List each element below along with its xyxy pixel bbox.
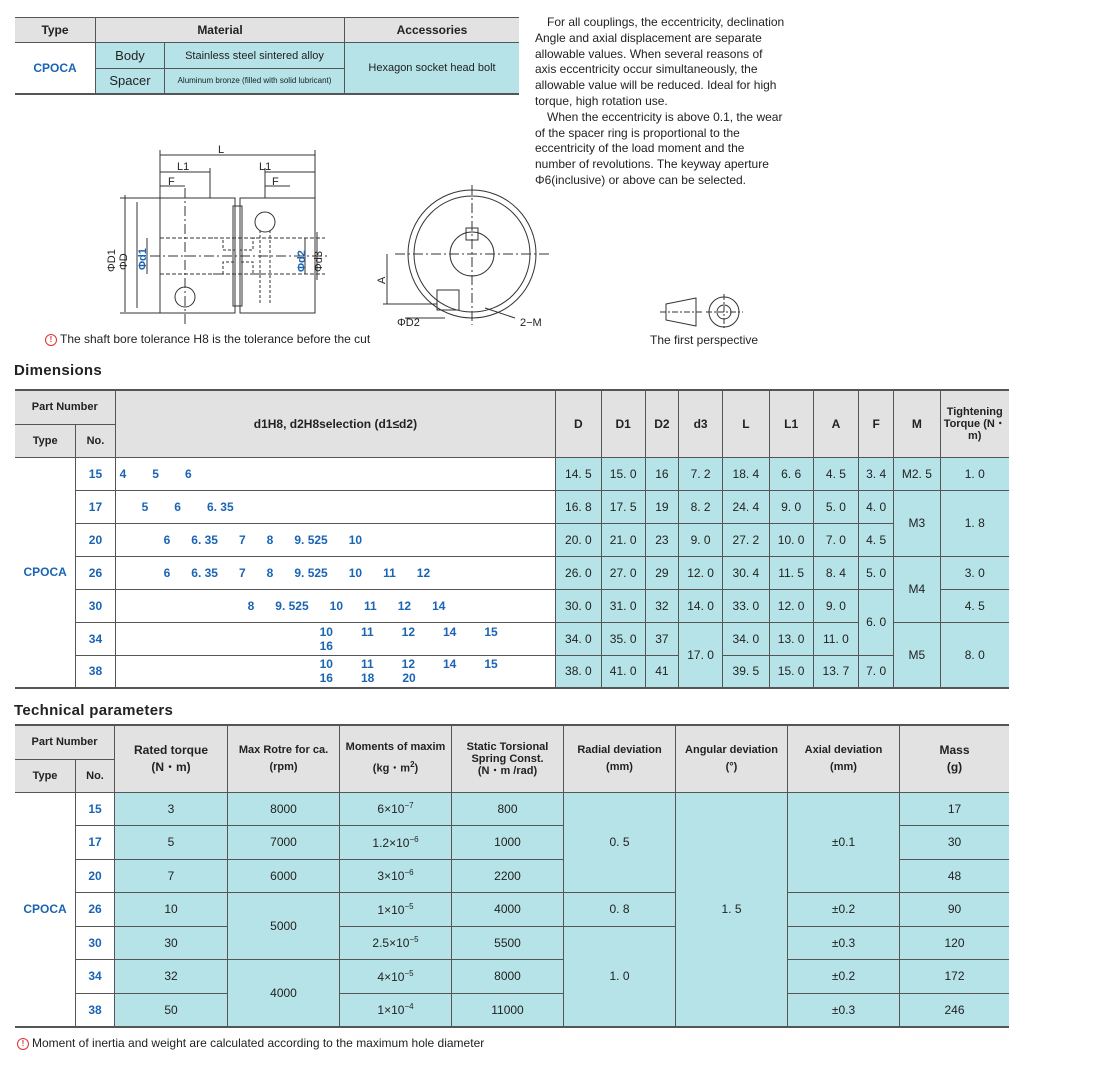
tech-rated-header (115, 725, 228, 792)
bore-size: 15 (484, 657, 498, 672)
dim-D2: 41 (645, 655, 678, 688)
bore-size: 11 (383, 565, 396, 580)
dim-torque: 8. 0 (940, 622, 1009, 688)
dim-part-no: 34 (76, 622, 115, 655)
warning-icon: ! (45, 334, 57, 346)
bore-size: 9. 525 (294, 532, 328, 547)
tech-rpm: 5000 (228, 893, 340, 960)
bore-size: 14 (432, 598, 446, 613)
moment-exponent: −7 (404, 801, 414, 811)
dim-A: 4. 5 (813, 457, 858, 490)
dim-L1-header: L1 (769, 390, 813, 457)
moment-exponent: −4 (404, 1002, 414, 1011)
tech-radial-header (564, 725, 676, 792)
tech-axial-title: Axial deviation (804, 743, 883, 756)
dim-D2: 32 (645, 589, 678, 622)
dim-D1: 41. 0 (601, 655, 645, 688)
dim-selection-header: d1H8, d2H8selection (d1≤d2) (115, 390, 556, 457)
tech-rated-title: Rated torque (133, 742, 208, 757)
tech-type-value: CPOCA (15, 792, 76, 1027)
tech-mass: 172 (900, 960, 1010, 994)
table-row (15, 960, 1009, 994)
tech-rated: 30 (115, 926, 228, 960)
table-row (15, 490, 1009, 523)
moment-exponent: −5 (404, 968, 414, 978)
moment-base: 1.2×10 (372, 835, 410, 850)
tech-radial: 0. 5 (564, 792, 676, 893)
dim-L1: 10. 0 (769, 523, 813, 556)
dim-D1: 35. 0 (601, 622, 645, 655)
dim-D2: 37 (645, 622, 678, 655)
dim-part-no: 20 (76, 523, 115, 556)
dim-part-no: 26 (76, 556, 115, 589)
dim-L: 39. 5 (723, 655, 769, 688)
label-M: 2−M (520, 317, 542, 329)
dim-part-no: 15 (76, 457, 115, 490)
tech-rpm-header (228, 725, 340, 792)
tech-spring: 8000 (452, 960, 564, 994)
dim-F: 7. 0 (859, 655, 894, 688)
tech-mass: 17 (900, 792, 1010, 826)
dim-D2-header: D2 (645, 390, 678, 457)
bore-size: 4 (119, 466, 127, 481)
tech-spring-title: Static Torsional Spring Const. (466, 740, 549, 765)
dim-L-header: L (723, 390, 769, 457)
tech-angular-unit: (°) (725, 760, 738, 773)
tech-moment-header (340, 725, 452, 792)
dim-F: 4. 0 (859, 490, 894, 523)
description-paragraph-2: When the eccentricity is above 0.1, the wear of the spacer ring is proportional to the eccentricity of the load moment and the number of revolutions. The keyway aperture Φ6(inclusive) or above can be selected. (535, 109, 783, 187)
dim-selection (115, 622, 556, 655)
dim-D1: 17. 5 (601, 490, 645, 523)
table-row (15, 589, 1009, 622)
bore-size: 12 (401, 624, 415, 639)
spacer-label: Spacer (96, 69, 165, 94)
bore-size: 11 (360, 624, 374, 639)
tech-moment-unit (340, 756, 451, 778)
material-table (15, 17, 519, 95)
tech-rpm: 6000 (228, 859, 340, 893)
moment-base: 1×10 (377, 902, 405, 917)
tech-radial: 0. 8 (564, 893, 676, 927)
tech-radial-unit: (mm) (606, 760, 633, 773)
dim-F: 5. 0 (859, 556, 894, 589)
bore-size: 5 (141, 499, 149, 514)
bore-size: 8 (266, 532, 274, 547)
dim-A: 7. 0 (813, 523, 858, 556)
dim-L: 30. 4 (723, 556, 769, 589)
dim-torque-header: Tightening Torque (N・m) (940, 390, 1009, 457)
tech-part-no: 17 (76, 826, 115, 860)
dim-selection (115, 490, 556, 523)
dim-D1-header: D1 (601, 390, 645, 457)
dim-D: 34. 0 (556, 622, 601, 655)
tech-spring: 4000 (452, 893, 564, 927)
moment-base: 2.5×10 (372, 936, 410, 951)
tech-mass: 90 (900, 893, 1010, 927)
dim-L1: 15. 0 (769, 655, 813, 688)
bore-size: 18 (360, 671, 375, 686)
dim-part-no: 17 (76, 490, 115, 523)
label-D2: ΦD2 (397, 317, 420, 329)
tech-mass-unit: (g) (946, 759, 963, 774)
tech-moment (340, 859, 452, 893)
dim-d3: 14. 0 (678, 589, 722, 622)
tech-moment (340, 826, 452, 860)
tech-spring: 11000 (452, 993, 564, 1027)
dim-D: 26. 0 (556, 556, 601, 589)
dim-part-number-header: Part Number (15, 390, 115, 424)
tech-angular: 1. 5 (676, 792, 788, 1027)
material-type-value: CPOCA (15, 43, 96, 94)
dim-M: M5 (894, 622, 940, 688)
bore-size: 5 (152, 466, 159, 481)
tech-part-number-header: Part Number (15, 725, 115, 759)
dim-L1: 13. 0 (769, 622, 813, 655)
moment-exponent: −5 (409, 935, 419, 945)
dim-A: 5. 0 (813, 490, 858, 523)
first-perspective-symbol (660, 292, 745, 332)
bore-size: 12 (397, 598, 412, 613)
technical-title: Technical parameters (14, 702, 174, 719)
table-row (15, 893, 1009, 927)
tech-angular-title: Angular deviation (685, 743, 778, 756)
dim-A: 13. 7 (813, 655, 858, 688)
tech-rated: 3 (115, 792, 228, 826)
bore-size: 12 (416, 565, 431, 580)
dim-D2: 19 (645, 490, 678, 523)
bore-size: 6 (174, 499, 181, 514)
table-row (15, 457, 1009, 490)
table-row (15, 993, 1009, 1027)
table-row (15, 655, 1009, 688)
tech-rated: 10 (115, 893, 228, 927)
tech-spring-unit: (N・m /rad) (477, 764, 538, 777)
dim-selection (115, 655, 556, 688)
bore-size: 10 (319, 657, 333, 672)
dim-selection (115, 523, 556, 556)
body-material: Stainless steel sintered alloy (165, 43, 345, 69)
tech-moment-unit-close: ) (414, 763, 419, 776)
dimensions-title: Dimensions (14, 362, 103, 379)
tech-axial: ±0.2 (788, 960, 900, 994)
dim-d3-header: d3 (678, 390, 722, 457)
tech-part-no: 20 (76, 859, 115, 893)
dim-A-header: A (813, 390, 858, 457)
dim-torque: 1. 0 (940, 457, 1009, 490)
bore-size: 10 (329, 598, 344, 613)
dim-L1: 9. 0 (769, 490, 813, 523)
bottom-note-text: Moment of inertia and weight are calculated according to the maximum hole diameter (32, 1036, 485, 1050)
tech-axial: ±0.2 (788, 893, 900, 927)
dim-d3: 8. 2 (678, 490, 722, 523)
tech-rpm-unit: (rpm) (269, 760, 298, 773)
bore-size: 11 (364, 598, 377, 613)
dim-type-header: Type (15, 424, 76, 457)
bore-size: 10 (319, 624, 333, 639)
tech-moment (340, 993, 452, 1027)
tech-moment (340, 792, 452, 826)
tech-mass: 246 (900, 993, 1010, 1027)
bore-size: 10 (348, 532, 363, 547)
table-row (15, 523, 1009, 556)
description (535, 15, 785, 189)
material-header: Material (96, 18, 345, 43)
tech-rated: 50 (115, 993, 228, 1027)
bore-size: 15 (484, 624, 498, 639)
tech-radial: 1. 0 (564, 926, 676, 1027)
tech-axial-header (788, 725, 900, 792)
dim-F: 4. 5 (859, 523, 894, 556)
tech-spring: 2200 (452, 859, 564, 893)
tech-mass: 48 (900, 859, 1010, 893)
tech-rpm-title: Max Rotre for ca. (238, 743, 329, 756)
moment-base: 1×10 (377, 1003, 405, 1017)
bore-size: 6. 35 (191, 532, 218, 547)
moment-exponent: −5 (404, 901, 414, 911)
dim-D: 14. 5 (556, 457, 601, 490)
tech-mass: 120 (900, 926, 1010, 960)
tech-moment-title: Moments of maxim (345, 741, 446, 754)
bore-size: 7 (238, 565, 246, 580)
description-paragraph-1: For all couplings, the eccentricity, declination Angle and axial displacement are separate allowable values. When several reasons of axis eccentricity occur simultaneously, the allowable value will be reduced. Ideal for high torque, high rotation use. (535, 15, 785, 108)
warning-icon: ! (17, 1038, 29, 1050)
dim-D1: 15. 0 (601, 457, 645, 490)
perspective-label: The first perspective (650, 333, 759, 347)
label-A: A (376, 276, 388, 284)
tech-rated: 7 (115, 859, 228, 893)
dim-A: 11. 0 (813, 622, 858, 655)
dim-A: 8. 4 (813, 556, 858, 589)
dim-A: 9. 0 (813, 589, 858, 622)
dim-L1: 11. 5 (769, 556, 813, 589)
accessories-header: Accessories (345, 18, 520, 43)
dim-M: M4 (894, 556, 940, 622)
bore-size: 16 (319, 671, 333, 686)
dim-L: 34. 0 (723, 622, 769, 655)
dim-d3: 7. 2 (678, 457, 722, 490)
tech-moment-unit-exp: 2 (410, 760, 415, 770)
dim-M-header: M (894, 390, 940, 457)
tech-rated: 32 (115, 960, 228, 994)
tech-part-no: 30 (76, 926, 115, 960)
dim-L1: 6. 6 (769, 457, 813, 490)
tech-axial-unit: (mm) (830, 760, 857, 773)
dim-M: M2. 5 (894, 457, 940, 490)
dim-F-header: F (859, 390, 894, 457)
bore-size: 16 (319, 638, 333, 653)
dim-F: 3. 4 (859, 457, 894, 490)
bore-size: 9. 525 (294, 565, 328, 580)
tech-rpm: 4000 (228, 960, 340, 1027)
tech-radial-title: Radial deviation (577, 743, 662, 756)
moment-base: 3×10 (377, 869, 405, 884)
bore-size: 8 (247, 598, 255, 613)
bore-size: 11 (360, 657, 374, 672)
accessory-value: Hexagon socket head bolt (345, 43, 520, 94)
dim-d3: 12. 0 (678, 556, 722, 589)
dim-D1: 27. 0 (601, 556, 645, 589)
dimensions-table (15, 389, 1009, 689)
dim-part-no: 38 (76, 655, 115, 688)
tech-rpm: 8000 (228, 792, 340, 826)
bore-size: 10 (348, 565, 363, 580)
tech-no-header: No. (76, 759, 115, 792)
dim-torque: 1. 8 (940, 490, 1009, 556)
tech-mass-title: Mass (939, 742, 970, 757)
dim-d3: 17. 0 (678, 622, 722, 688)
table-row (15, 926, 1009, 960)
bore-note (45, 332, 370, 346)
dim-D: 16. 8 (556, 490, 601, 523)
label-d1: Φd1 (137, 248, 149, 270)
tech-type-header: Type (15, 759, 76, 792)
tech-moment (340, 893, 452, 927)
dim-D2: 23 (645, 523, 678, 556)
dim-D1: 21. 0 (601, 523, 645, 556)
tech-angular-header (676, 725, 788, 792)
tech-mass: 30 (900, 826, 1010, 860)
table-row (15, 556, 1009, 589)
dim-L: 33. 0 (723, 589, 769, 622)
dim-no-header: No. (76, 424, 115, 457)
label-L: L (218, 144, 225, 156)
bore-size: 20 (402, 671, 416, 686)
tech-spring: 5500 (452, 926, 564, 960)
coupling-end-drawing (375, 180, 560, 330)
tech-part-no: 34 (76, 960, 115, 994)
dim-D-header: D (556, 390, 601, 457)
dim-torque: 3. 0 (940, 556, 1009, 589)
bore-size: 6 (163, 532, 171, 547)
dim-L: 24. 4 (723, 490, 769, 523)
dim-F: 6. 0 (859, 589, 894, 655)
tech-spring: 1000 (452, 826, 564, 860)
dim-M: M3 (894, 490, 940, 556)
tech-axial: ±0.3 (788, 926, 900, 960)
bore-size: 6 (163, 565, 171, 580)
tech-axial: ±0.3 (788, 993, 900, 1027)
dim-selection (115, 589, 556, 622)
bore-size: 8 (266, 565, 274, 580)
body-label: Body (96, 43, 165, 69)
spacer-material: Aluminum bronze (filled with solid lubricant) (165, 69, 345, 94)
bore-size: 7 (238, 532, 246, 547)
label-D: ΦD (118, 253, 130, 270)
dim-D: 38. 0 (556, 655, 601, 688)
dim-L: 18. 4 (723, 457, 769, 490)
tech-rated: 5 (115, 826, 228, 860)
dim-D1: 31. 0 (601, 589, 645, 622)
dim-torque: 4. 5 (940, 589, 1009, 622)
label-d3: Φd3 (313, 250, 325, 272)
dim-selection (115, 457, 556, 490)
dim-L: 27. 2 (723, 523, 769, 556)
tech-part-no: 38 (76, 993, 115, 1027)
moment-base: 4×10 (377, 969, 405, 984)
dim-L1: 12. 0 (769, 589, 813, 622)
dim-part-no: 30 (76, 589, 115, 622)
tech-spring: 800 (452, 792, 564, 826)
label-L1-left: L1 (177, 161, 190, 173)
moment-exponent: −6 (409, 834, 419, 844)
moment-exponent: −6 (404, 868, 414, 878)
label-L1-right: L1 (259, 161, 272, 173)
tech-part-no: 26 (76, 893, 115, 927)
tech-mass-header (900, 725, 1010, 792)
dim-type-value: CPOCA (15, 457, 76, 688)
tech-moment-unit-base: (kg・m (372, 763, 411, 776)
tech-rated-unit: (N・m) (151, 759, 191, 774)
bottom-note (17, 1036, 484, 1050)
type-header: Type (15, 18, 96, 43)
moment-base: 6×10 (377, 802, 405, 817)
bore-size: 9. 525 (275, 598, 309, 613)
dim-d3: 9. 0 (678, 523, 722, 556)
bore-size: 6. 35 (206, 499, 234, 514)
tech-moment (340, 926, 452, 960)
dim-D: 20. 0 (556, 523, 601, 556)
label-d2: Φd2 (296, 250, 308, 272)
technical-table (15, 724, 1009, 1028)
tech-moment (340, 960, 452, 994)
table-row (15, 792, 1009, 826)
bore-size: 6. 35 (191, 565, 218, 580)
coupling-side-drawing (95, 140, 345, 335)
bore-size: 6 (184, 466, 192, 481)
dim-D2: 29 (645, 556, 678, 589)
dim-selection (115, 556, 556, 589)
tech-part-no: 15 (76, 792, 115, 826)
tech-spring-header (452, 725, 564, 792)
bore-size: 14 (443, 657, 457, 672)
bore-size: 12 (401, 657, 415, 672)
tech-rpm: 7000 (228, 826, 340, 860)
dim-D2: 16 (645, 457, 678, 490)
dim-D: 30. 0 (556, 589, 601, 622)
label-F-left: F (168, 176, 175, 188)
label-F-right: F (272, 176, 279, 188)
bore-size: 14 (443, 624, 457, 639)
bore-note-text: The shaft bore tolerance H8 is the tolerance before the cut (60, 332, 371, 346)
label-D1: ΦD1 (106, 249, 118, 272)
tech-axial: ±0.1 (788, 792, 900, 893)
